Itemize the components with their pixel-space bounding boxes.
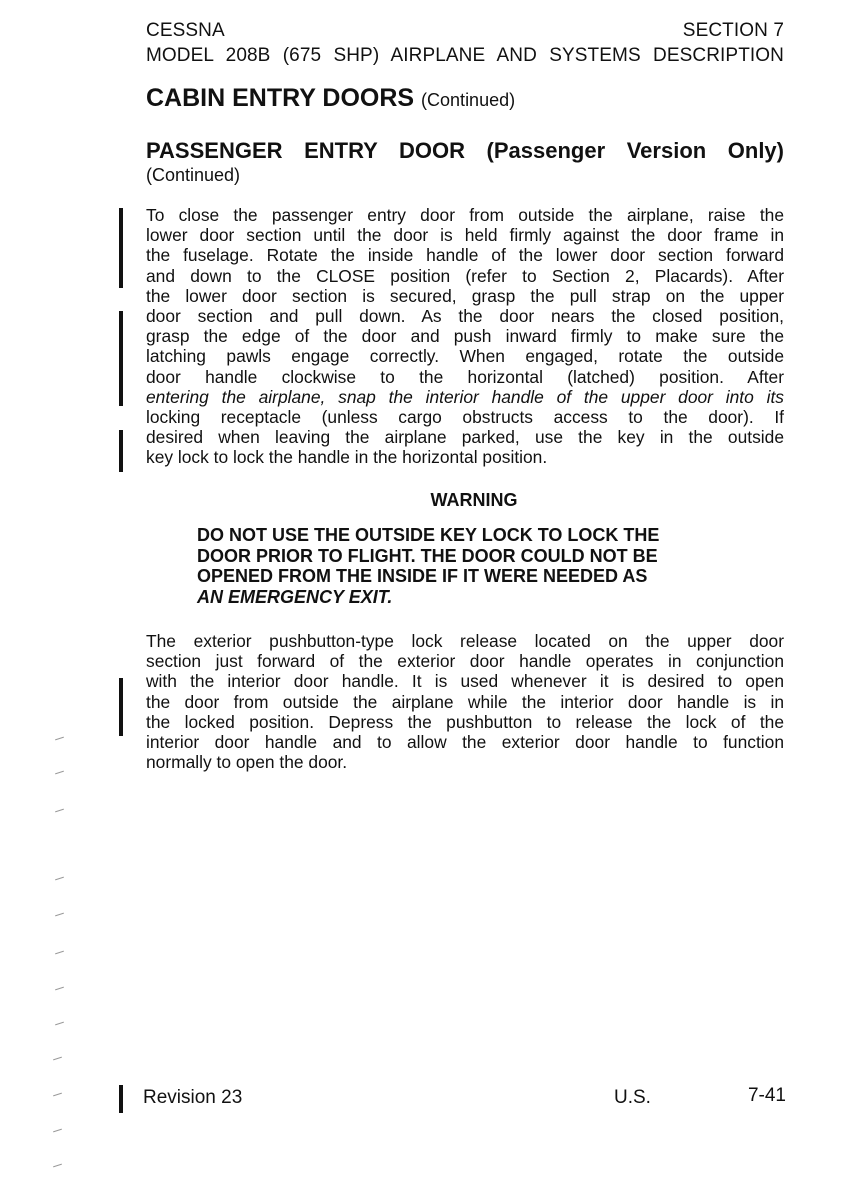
section-subtitle-continued: (Continued) [146,165,241,185]
paragraph-line: door section and pull down. As the door nears the closed position, [146,305,784,326]
footer-page-number: 7-41 [747,1085,786,1106]
paragraph-line: section just forward of the exterior door handle operates in conjunction [146,651,784,672]
scan-mark [55,1022,64,1026]
paragraph-line: key lock to lock the handle in the horizontal position. [146,447,548,468]
paragraph-line: desired when leaving the airplane parked, use the key in the outside [146,427,784,448]
revision-bar [119,430,123,472]
paragraph-line: latching pawls engage correctly. When engaged, rotate the outside [146,346,784,367]
scan-mark [53,1129,62,1133]
header-model: MODEL 208B (675 SHP) [146,45,380,66]
header-section-title: AIRPLANE AND SYSTEMS DESCRIPTION [390,45,784,66]
paragraph-line: grasp the edge of the door and push inward firmly to make sure the [146,326,784,347]
paragraph-line: with the interior door handle. It is used whenever it is desired to open [146,671,784,692]
paragraph-line: lower door section until the door is held firmly against the door frame in [146,225,784,246]
page-title [146,84,515,113]
paragraph-line: entering the airplane, snap the interior handle of the upper door into its [146,386,784,407]
paragraph-line: normally to open the door. [146,752,348,773]
paragraph-line: the door from outside the airplane while the interior door handle is in [146,691,784,712]
scan-mark [55,951,64,955]
header-manufacturer: CESSNA [146,20,225,41]
warning-text [197,525,737,607]
header-model-line [146,45,784,67]
paragraph-line: door handle clockwise to the horizontal (latched) position. After [146,366,784,387]
paragraph-close-door [146,205,784,467]
paragraph-line: the fuselage. Rotate the inside handle of the lower door section forward [146,245,784,266]
scan-mark [55,809,64,813]
footer-region: U.S. [614,1087,651,1108]
scan-mark [55,987,64,991]
page-title-continued: (Continued) [421,90,516,110]
warning-line: OPENED FROM THE INSIDE IF IT WERE NEEDED AS [197,566,648,587]
paragraph-lock-release [146,631,784,772]
paragraph-line: the locked position. Depress the pushbutton to release the lock of the [146,711,784,732]
paragraph-line: and down to the CLOSE position (refer to Section 2, Placards). After [146,265,784,286]
revision-bar [119,1085,123,1113]
section-subtitle: PASSENGER ENTRY DOOR (Passenger Version Only) [146,138,784,163]
warning-line: AN EMERGENCY EXIT. [197,586,393,607]
paragraph-line: the lower door section is secured, grasp the pull strap on the upper [146,285,784,306]
scan-mark [55,877,64,881]
paragraph-line: locking receptacle (unless cargo obstructs access to the door). If [146,406,784,427]
scan-mark [53,1057,62,1061]
warning-line: DO NOT USE THE OUTSIDE KEY LOCK TO LOCK THE [197,525,660,545]
scan-mark [55,771,64,775]
revision-bar [119,311,123,406]
revision-bar [119,208,123,288]
scan-mark [55,913,64,917]
scan-mark [53,1164,62,1168]
paragraph-line: The exterior pushbutton-type lock release located on the upper door [146,631,784,651]
scan-mark [53,1093,62,1097]
warning-line: DOOR PRIOR TO FLIGHT. THE DOOR COULD NOT BE [197,545,658,566]
header-section: SECTION 7 [682,20,784,41]
revision-bar [119,678,123,736]
paragraph-line: To close the passenger entry door from outside the airplane, raise the [146,205,784,225]
page-title-main: CABIN ENTRY DOORS [146,84,415,112]
paragraph-line: interior door handle and to allow the exterior door handle to function [146,731,784,752]
footer-revision: Revision 23 [143,1087,243,1108]
warning-title: WARNING [430,490,518,510]
scan-mark [55,737,64,741]
